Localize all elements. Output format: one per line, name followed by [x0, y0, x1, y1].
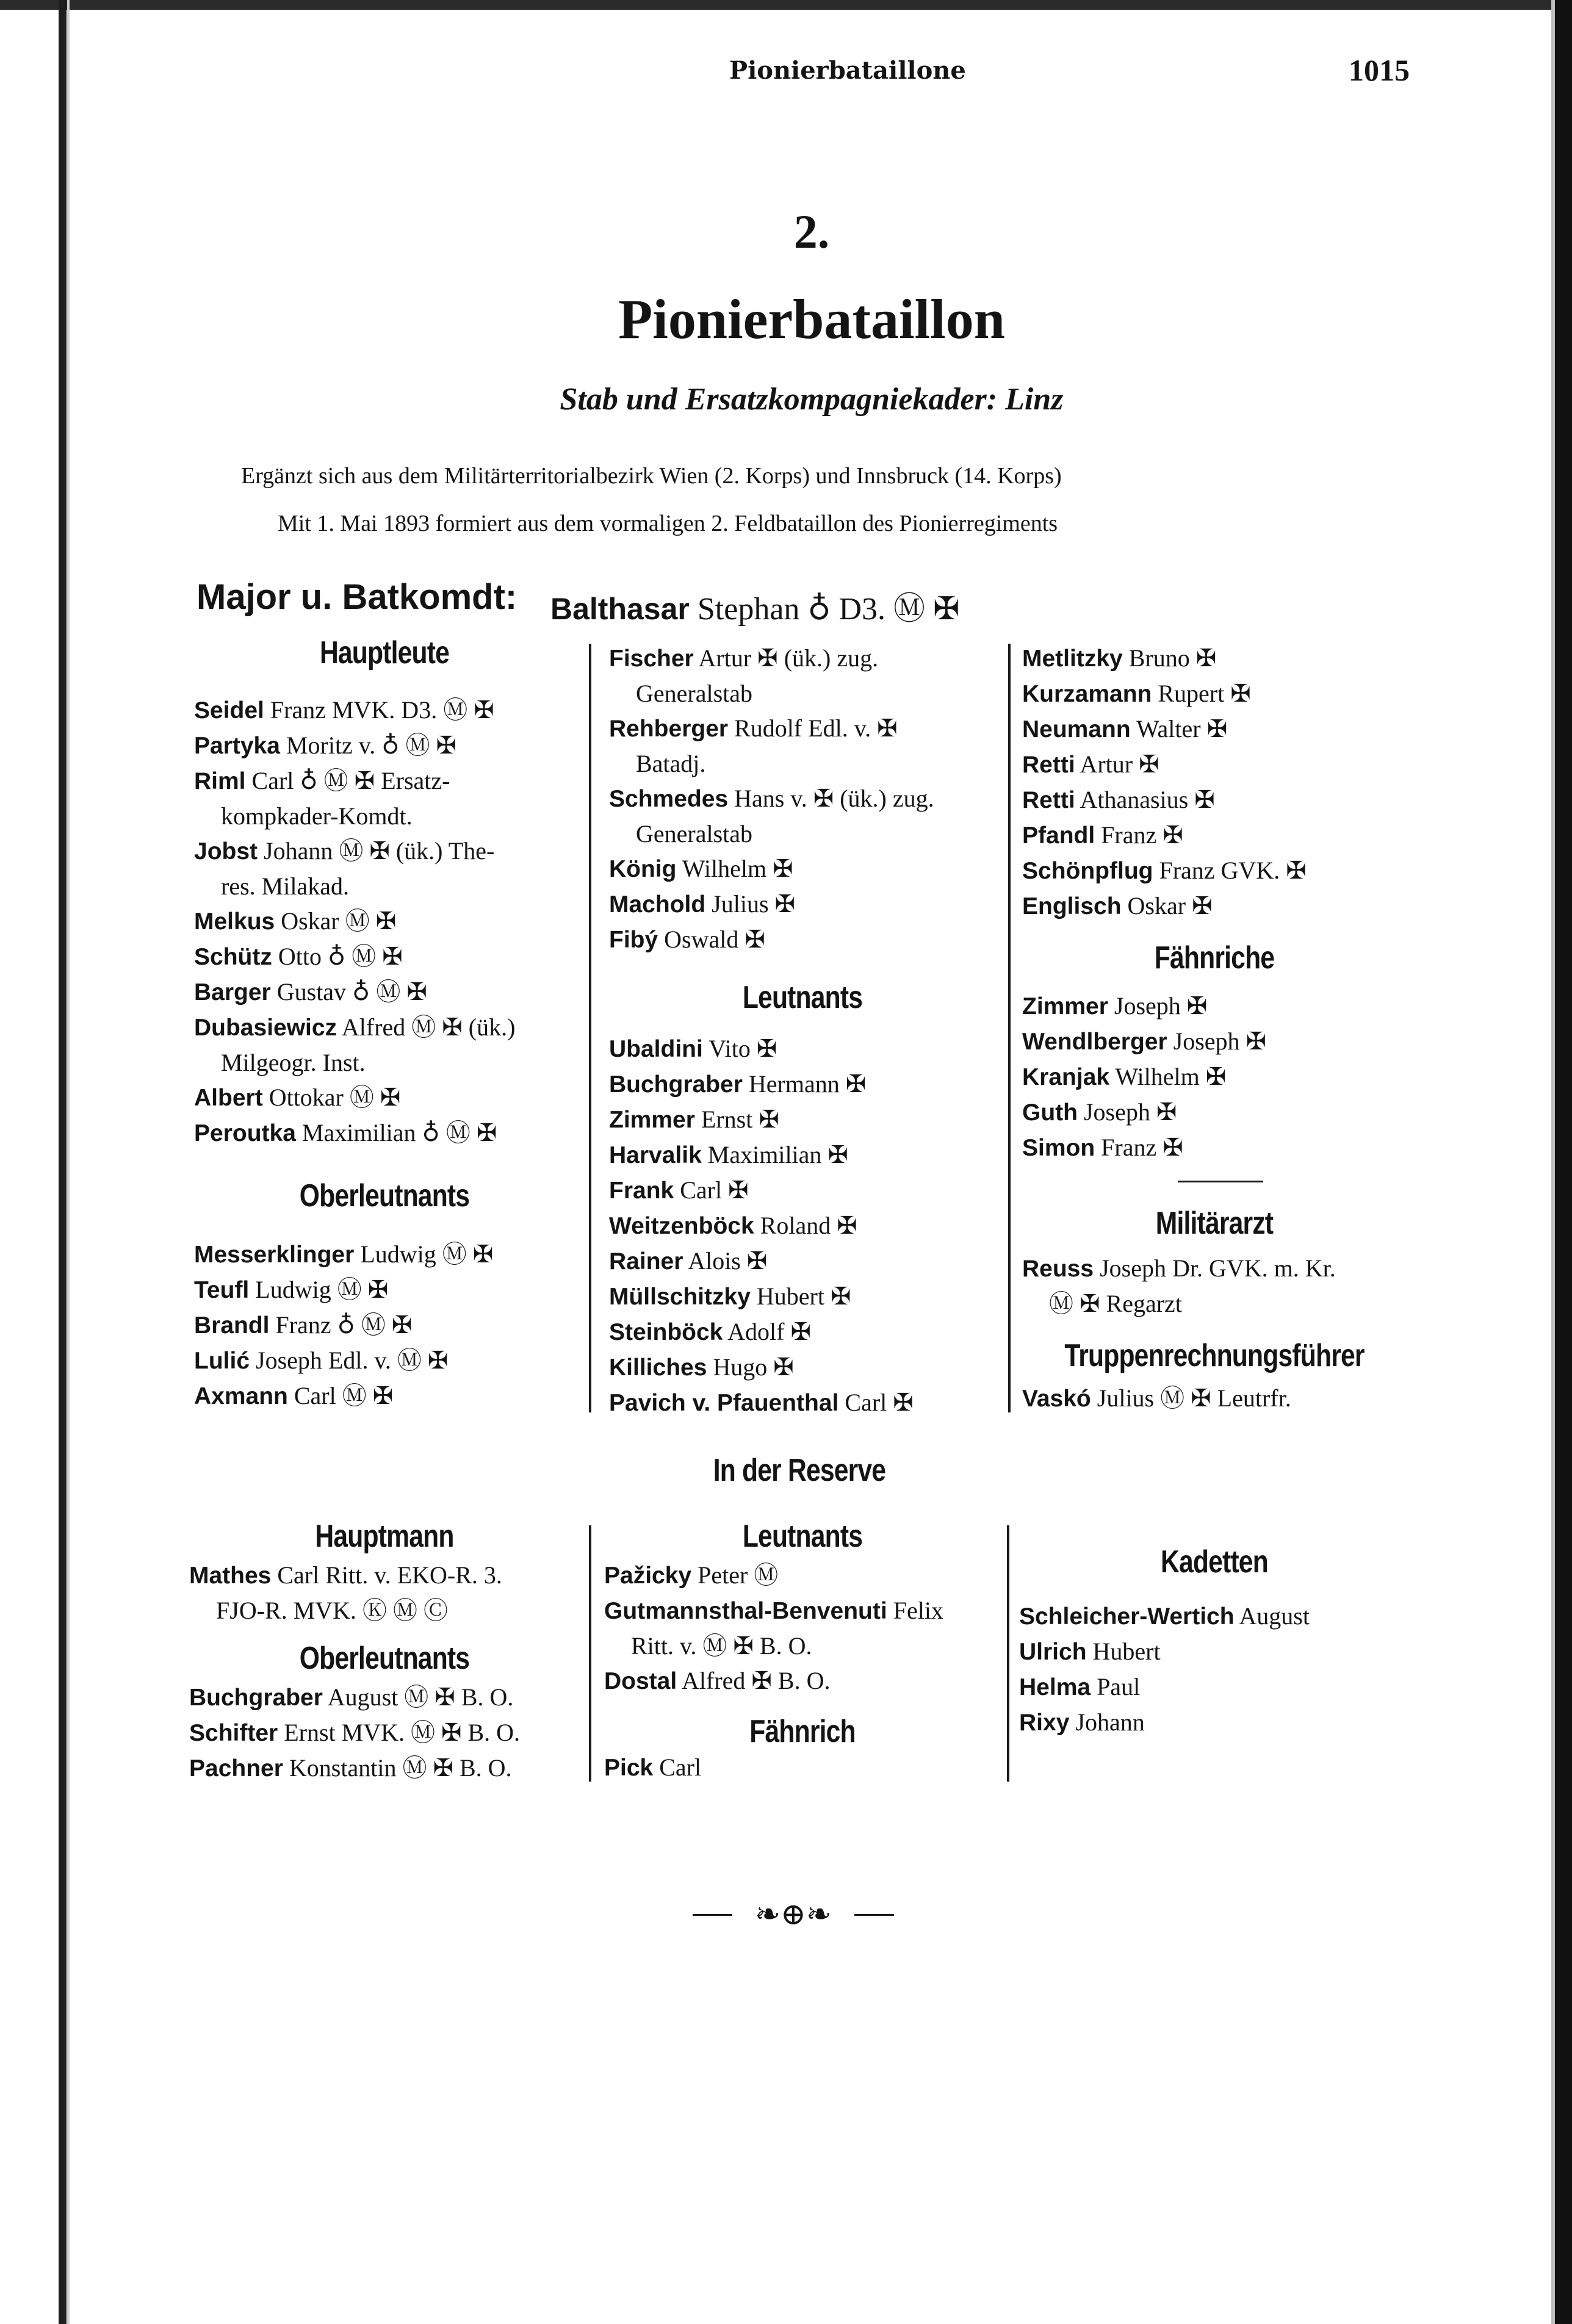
major-entry: [550, 583, 960, 628]
list-item: Gutmannsthal-Benvenuti Felix: [604, 1597, 943, 1624]
column-divider-2: [1008, 644, 1011, 1412]
list-item-continuation: kompkader-Komdt.: [221, 802, 413, 830]
list-item: Englisch Oskar ✠: [1022, 892, 1213, 919]
list-item: Vaskó Julius Ⓜ ✠ Leutrfr.: [1022, 1384, 1291, 1412]
militaerarzt-heading: Militärarzt: [1155, 1206, 1274, 1241]
list-item: Rainer Alois ✠: [609, 1247, 768, 1275]
reserve-hauptmann-heading: Hauptmann: [315, 1519, 454, 1554]
truppen-heading: Truppenrechnungsführer: [1064, 1338, 1365, 1373]
list-item: Zimmer Joseph ✠: [1022, 992, 1208, 1020]
reserve-leutnants-heading: Leutnants: [742, 1519, 863, 1554]
list-item: Melkus Oskar Ⓜ ✠: [194, 907, 397, 935]
reserve-leutnants-list: [604, 1558, 1001, 1699]
list-item: Retti Athanasius ✠: [1022, 786, 1215, 813]
list-item: Schleicher-Wertich August: [1019, 1602, 1310, 1630]
list-item: Frank Carl ✠: [609, 1176, 749, 1204]
list-item: Teufl Ludwig Ⓜ ✠: [194, 1276, 389, 1303]
list-item: Rixy Johann: [1019, 1708, 1145, 1736]
col3-top-list: [1022, 641, 1413, 924]
list-item: Pažicky Peter Ⓜ: [604, 1561, 779, 1589]
scan-border-right: [1555, 0, 1572, 2324]
list-item: Müllschitzky Hubert ✠: [609, 1283, 851, 1310]
list-item-continuation: res. Milakad.: [221, 872, 349, 900]
list-item: Lulić Joseph Edl. v. Ⓜ ✠: [194, 1347, 449, 1374]
list-item: Machold Julius ✠: [609, 890, 796, 918]
list-item: Jobst Johann Ⓜ ✠ (ük.) The-: [194, 837, 495, 865]
scan-border-left: [59, 0, 67, 2324]
col2-top-list: [609, 641, 1006, 957]
page-title: Pionierbataillon: [618, 288, 1005, 350]
major-label: Major u. Batkomdt:: [196, 577, 517, 617]
list-item: Reuss Joseph Dr. GVK. m. Kr.: [1022, 1254, 1336, 1282]
list-item: Partyka Moritz v. ♁ Ⓜ ✠: [194, 732, 457, 759]
hauptleute-heading: Hauptleute: [319, 635, 450, 671]
list-item: Ulrich Hubert: [1019, 1638, 1161, 1665]
reserve-divider-2: [1007, 1525, 1009, 1782]
list-item: Guth Joseph ✠: [1022, 1098, 1177, 1126]
list-item: Buchgraber Hermann ✠: [609, 1070, 867, 1098]
list-item: Harvalik Maximilian ✠: [609, 1141, 848, 1168]
list-item-continuation: Milgeogr. Inst.: [221, 1049, 366, 1076]
reserve-divider-1: [589, 1525, 591, 1782]
scan-border-top: [0, 0, 1572, 10]
list-item: Seidel Franz MVK. D3. Ⓜ ✠: [194, 696, 494, 724]
list-item: Schifter Ernst MVK. Ⓜ ✠ B. O.: [189, 1719, 521, 1746]
list-item-continuation: Batadj.: [636, 750, 706, 777]
list-item: Axmann Carl Ⓜ ✠: [194, 1382, 394, 1409]
reserve-faehnrich-list: [604, 1750, 1001, 1785]
list-item: Fischer Artur ✠ (ük.) zug.: [609, 644, 879, 672]
major-surname: Balthasar: [550, 592, 690, 626]
list-item: Fibý Oswald ✠: [609, 926, 765, 953]
leutnants-list: [609, 1031, 1006, 1420]
list-item: Messerklinger Ludwig Ⓜ ✠: [194, 1240, 494, 1268]
list-item: Schmedes Hans v. ✠ (ük.) zug.: [609, 785, 934, 812]
column-divider-1: [589, 644, 591, 1412]
scan-border-left-inner: [67, 0, 70, 2324]
running-title: Pionierbataillone: [729, 56, 966, 85]
list-item: Dostal Alfred ✠ B. O.: [604, 1667, 831, 1694]
faehnriche-list: [1022, 988, 1413, 1165]
reserve-oberleutnants-heading: Oberleutnants: [299, 1641, 470, 1676]
list-item: Albert Ottokar Ⓜ ✠: [194, 1084, 401, 1111]
list-item: Neumann Walter ✠: [1022, 715, 1228, 743]
list-item: Mathes Carl Ritt. v. EKO-R. 3.: [189, 1561, 502, 1589]
list-item: Pachner Konstantin Ⓜ ✠ B. O.: [189, 1754, 512, 1782]
list-item: Killiches Hugo ✠: [609, 1353, 794, 1381]
list-item: Simon Franz ✠: [1022, 1134, 1183, 1161]
list-item: König Wilhelm ✠: [609, 855, 793, 882]
list-item: Helma Paul: [1019, 1673, 1141, 1700]
list-item: Retti Artur ✠: [1022, 750, 1159, 778]
reserve-kadetten-list: [1019, 1599, 1416, 1740]
list-item: Peroutka Maximilian ♁ Ⓜ ✠: [194, 1119, 497, 1146]
list-item: Schönpflug Franz GVK. ✠: [1022, 857, 1307, 884]
list-item: Pavich v. Pfauenthal Carl ✠: [609, 1389, 914, 1416]
list-item-continuation: Generalstab: [636, 680, 753, 707]
list-item: Weitzenböck Roland ✠: [609, 1212, 857, 1239]
major-details: Stephan ♁ D3. Ⓜ ✠: [697, 592, 960, 627]
faehnriche-heading: Fähnriche: [1154, 940, 1275, 976]
subtitle: Stab und Ersatzkompagniekader: Linz: [560, 382, 1064, 417]
short-divider: [1178, 1181, 1263, 1182]
list-item: Barger Gustav ♁ Ⓜ ✠: [194, 978, 427, 1006]
list-item-continuation: Ⓜ ✠ Regarzt: [1049, 1290, 1182, 1317]
list-item: Riml Carl ♁ Ⓜ ✠ Ersatz-: [194, 767, 450, 794]
oberleutnants-list: [194, 1237, 585, 1414]
page-number: 1015: [1349, 53, 1410, 87]
list-item-continuation: Generalstab: [636, 820, 753, 847]
reserve-heading: In der Reserve: [713, 1453, 886, 1488]
section-number: 2.: [793, 205, 830, 258]
list-item: Schütz Otto ♁ Ⓜ ✠: [194, 943, 403, 970]
list-item-continuation: FJO-R. MVK. Ⓚ Ⓜ Ⓒ: [216, 1597, 449, 1624]
ornament-icon: ❧⊕❧: [732, 1896, 854, 1932]
list-item: Dubasiewicz Alfred Ⓜ ✠ (ük.): [194, 1013, 516, 1041]
truppen-list: [1022, 1381, 1413, 1416]
list-item: Metlitzky Bruno ✠: [1022, 644, 1217, 672]
list-item: Brandl Franz ♁ Ⓜ ✠: [194, 1311, 413, 1339]
militaerarzt-list: [1022, 1251, 1413, 1321]
list-item: Steinböck Adolf ✠: [609, 1318, 812, 1345]
list-item: Pfandl Franz ✠: [1022, 821, 1183, 849]
list-item: Wendlberger Joseph ✠: [1022, 1027, 1267, 1055]
list-item: Buchgraber August Ⓜ ✠ B. O.: [189, 1683, 514, 1711]
list-item-continuation: Ritt. v. Ⓜ ✠ B. O.: [631, 1632, 812, 1660]
reserve-hauptmann-list: [189, 1558, 586, 1628]
list-item: Zimmer Ernst ✠: [609, 1106, 779, 1133]
list-item: Rehberger Rudolf Edl. v. ✠: [609, 714, 898, 742]
intro-line-2: Mit 1. Mai 1893 formiert aus dem vormaligen 2. Feldbataillon des Pionierregiments: [278, 511, 1058, 536]
leutnants-heading: Leutnants: [742, 980, 863, 1015]
reserve-faehnrich-heading: Fähnrich: [749, 1714, 856, 1749]
list-item: Kranjak Wilhelm ✠: [1022, 1063, 1227, 1090]
scan-border-right-inner: [1551, 0, 1555, 2324]
list-item: Kurzamann Rupert ✠: [1022, 680, 1251, 707]
hauptleute-list: [194, 693, 585, 1151]
oberleutnants-heading: Oberleutnants: [299, 1178, 470, 1214]
intro-line-1: Ergänzt sich aus dem Militärterritorialbezirk Wien (2. Korps) und Innsbruck (14. Korps): [241, 463, 1062, 489]
list-item: Pick Carl: [604, 1754, 702, 1781]
list-item: Ubaldini Vito ✠: [609, 1035, 777, 1062]
reserve-oberleutnants-list: [189, 1680, 586, 1786]
reserve-kadetten-heading: Kadetten: [1161, 1544, 1268, 1580]
